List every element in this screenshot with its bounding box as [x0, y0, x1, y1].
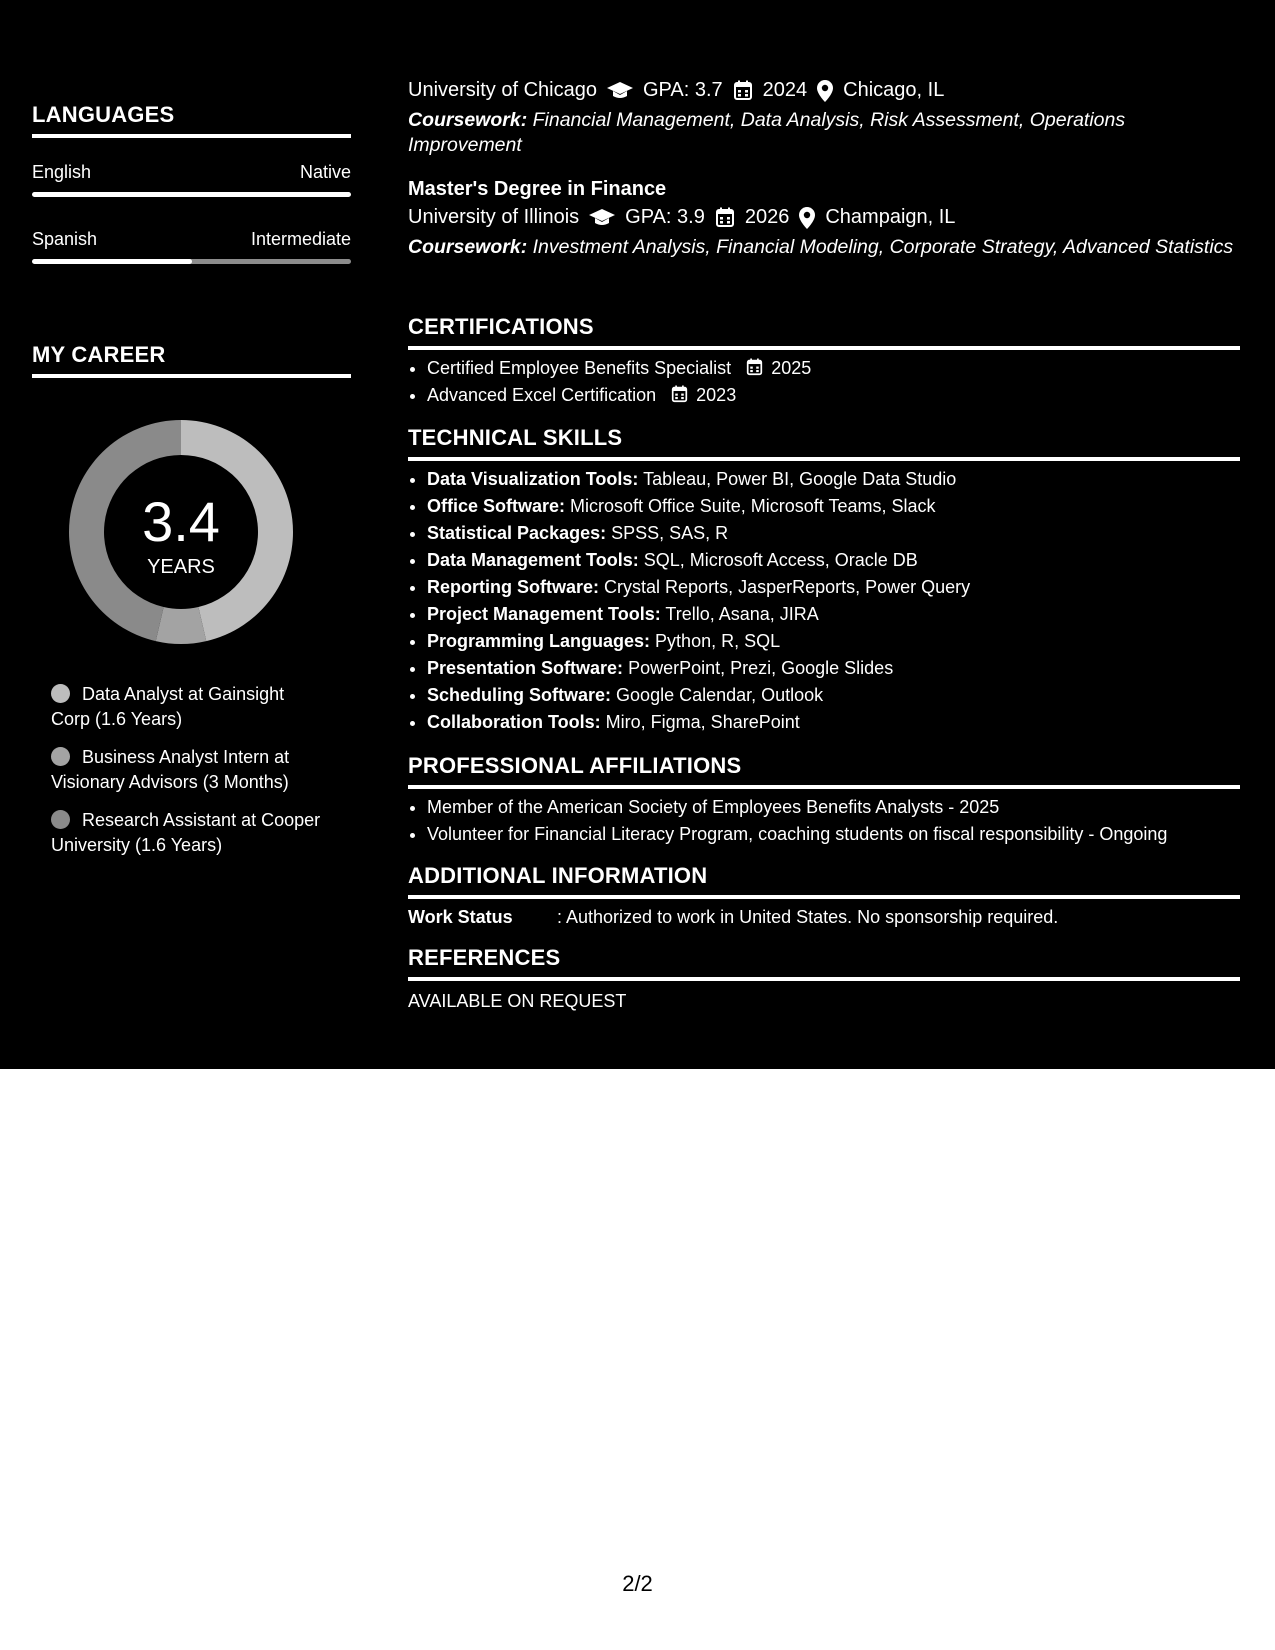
additional-info-heading: ADDITIONAL INFORMATION	[408, 863, 708, 888]
school-name: University of Chicago	[408, 79, 597, 101]
career-total-unit: YEARS	[147, 556, 215, 578]
skill-values: Miro, Figma, SharePoint	[605, 712, 800, 732]
skill-category: Office Software:	[427, 496, 566, 516]
education-entry	[408, 79, 1240, 158]
career-legend-item	[51, 808, 321, 858]
certifications-section	[408, 314, 1240, 409]
school-name: University of Illinois	[408, 206, 580, 228]
language-level: Intermediate	[250, 229, 351, 249]
coursework-label: Coursework:	[408, 109, 528, 131]
references-heading: REFERENCES	[408, 945, 561, 970]
work-status-value: : Authorized to work in United States. No sponsorship required.	[557, 907, 1059, 927]
calendar-icon	[715, 207, 735, 228]
degree-title: Master's Degree in Finance	[408, 178, 667, 200]
education-meta	[408, 79, 1240, 102]
languages-divider	[32, 134, 351, 138]
calendar-icon	[671, 385, 688, 403]
graduation-cap-icon	[589, 208, 615, 228]
skill-values: SQL, Microsoft Access, Oracle DB	[643, 550, 918, 570]
skills-divider	[408, 457, 1240, 461]
skill-item	[427, 655, 1240, 682]
page-number: 2/2	[622, 1571, 653, 1596]
skill-values: SPSS, SAS, R	[611, 523, 729, 543]
skill-values: Google Calendar, Outlook	[616, 685, 824, 705]
skill-values: PowerPoint, Prezi, Google Slides	[628, 658, 894, 678]
work-status-row	[408, 907, 1240, 928]
additional-info-divider	[408, 895, 1240, 899]
career-heading: MY CAREER	[32, 342, 166, 367]
calendar-icon	[733, 80, 753, 101]
language-name: English	[32, 162, 92, 182]
certification-name: Certified Employee Benefits Specialist	[427, 358, 732, 378]
language-level: Native	[299, 162, 351, 182]
affiliations-divider	[408, 785, 1240, 789]
skill-item	[427, 466, 1240, 493]
certifications-divider	[408, 346, 1240, 350]
skill-values: Trello, Asana, JIRA	[665, 604, 819, 624]
career-total-value: 3.4	[142, 490, 220, 553]
skill-category: Programming Languages:	[427, 631, 651, 651]
skill-item	[427, 682, 1240, 709]
skill-values: Crystal Reports, JasperReports, Power Query	[604, 577, 971, 597]
language-item	[32, 162, 351, 197]
legend-dot	[51, 684, 70, 703]
graduation-year: 2026	[744, 206, 790, 228]
skills-heading: TECHNICAL SKILLS	[408, 425, 623, 450]
career-role-label: Research Assistant at Cooper University (1.6 Years)	[51, 810, 321, 855]
certifications-heading: CERTIFICATIONS	[408, 314, 594, 339]
skill-item	[427, 493, 1240, 520]
career-role-label: Business Analyst Intern at Visionary Advisors (3 Months)	[51, 747, 290, 792]
graduation-cap-icon	[607, 81, 633, 101]
skill-category: Project Management Tools:	[427, 604, 661, 624]
legend-dot	[51, 810, 70, 829]
affiliation-item: • Volunteer for Financial Literacy Program, coaching students on fiscal responsibility - Ongoing	[427, 821, 1240, 848]
skill-category: Scheduling Software:	[427, 685, 612, 705]
legend-dot	[51, 747, 70, 766]
school-location: Champaign, IL	[825, 206, 956, 228]
certification-year: 2023	[696, 385, 737, 405]
calendar-icon	[746, 358, 763, 376]
gpa: GPA: 3.9	[625, 206, 705, 228]
skill-category: Data Management Tools:	[427, 550, 639, 570]
skill-values: Python, R, SQL	[655, 631, 781, 651]
skills-section	[408, 425, 1240, 736]
career-role-label: Data Analyst at Gainsight Corp (1.6 Years)	[51, 684, 285, 729]
skill-category: Presentation Software:	[427, 658, 624, 678]
skill-category: Statistical Packages:	[427, 523, 607, 543]
skill-item	[427, 601, 1240, 628]
skill-item	[427, 547, 1240, 574]
coursework-list: Investment Analysis, Financial Modeling, Corporate Strategy, Advanced Statistics	[532, 236, 1234, 258]
skill-item	[427, 520, 1240, 547]
career-section	[32, 342, 351, 378]
languages-section	[32, 102, 351, 264]
language-item	[32, 229, 351, 264]
gpa: GPA: 3.7	[642, 79, 723, 101]
coursework	[408, 235, 1240, 260]
work-status-label: Work Status	[408, 907, 513, 927]
career-legend-item	[51, 745, 321, 795]
affiliations-section	[408, 753, 1240, 848]
career-legend-item	[51, 682, 321, 732]
coursework	[408, 108, 1240, 158]
skill-category: Reporting Software:	[427, 577, 600, 597]
certification-item	[427, 382, 1240, 409]
references-text: AVAILABLE ON REQUEST	[408, 991, 627, 1011]
certification-year: 2025	[771, 358, 812, 378]
skill-values: Microsoft Office Suite, Microsoft Teams, Slack	[570, 496, 936, 516]
location-pin-icon	[817, 80, 833, 102]
coursework-list: Financial Management, Data Analysis, Risk Assessment, Operations Improvement	[408, 109, 1126, 156]
certification-name: Advanced Excel Certification	[427, 385, 657, 405]
references-section	[408, 945, 1240, 1012]
career-donut-chart	[66, 417, 296, 647]
skill-category: Data Visualization Tools:	[427, 469, 639, 489]
school-location: Chicago, IL	[843, 79, 945, 101]
skill-item	[427, 628, 1240, 655]
graduation-year: 2024	[762, 79, 808, 101]
language-name: Spanish	[32, 229, 98, 249]
languages-heading: LANGUAGES	[32, 102, 175, 127]
education-entry	[408, 178, 1240, 260]
education-meta	[408, 206, 1240, 229]
skill-item	[427, 709, 1240, 736]
skill-category: Collaboration Tools:	[427, 712, 601, 732]
donut-slice	[156, 607, 207, 644]
location-pin-icon	[799, 207, 815, 229]
skill-item	[427, 574, 1240, 601]
language-proficiency-bar	[32, 259, 351, 264]
affiliation-item: • Member of the American Society of Employees Benefits Analysts - 2025	[427, 794, 1240, 821]
coursework-label: Coursework:	[408, 236, 528, 258]
language-proficiency-bar	[32, 192, 351, 197]
skill-values: Tableau, Power BI, Google Data Studio	[643, 469, 957, 489]
career-divider	[32, 374, 351, 378]
affiliations-heading: PROFESSIONAL AFFILIATIONS	[408, 753, 742, 778]
career-legend	[32, 682, 321, 858]
certification-item	[427, 355, 1240, 382]
additional-info-section	[408, 863, 1240, 928]
references-divider	[408, 977, 1240, 981]
